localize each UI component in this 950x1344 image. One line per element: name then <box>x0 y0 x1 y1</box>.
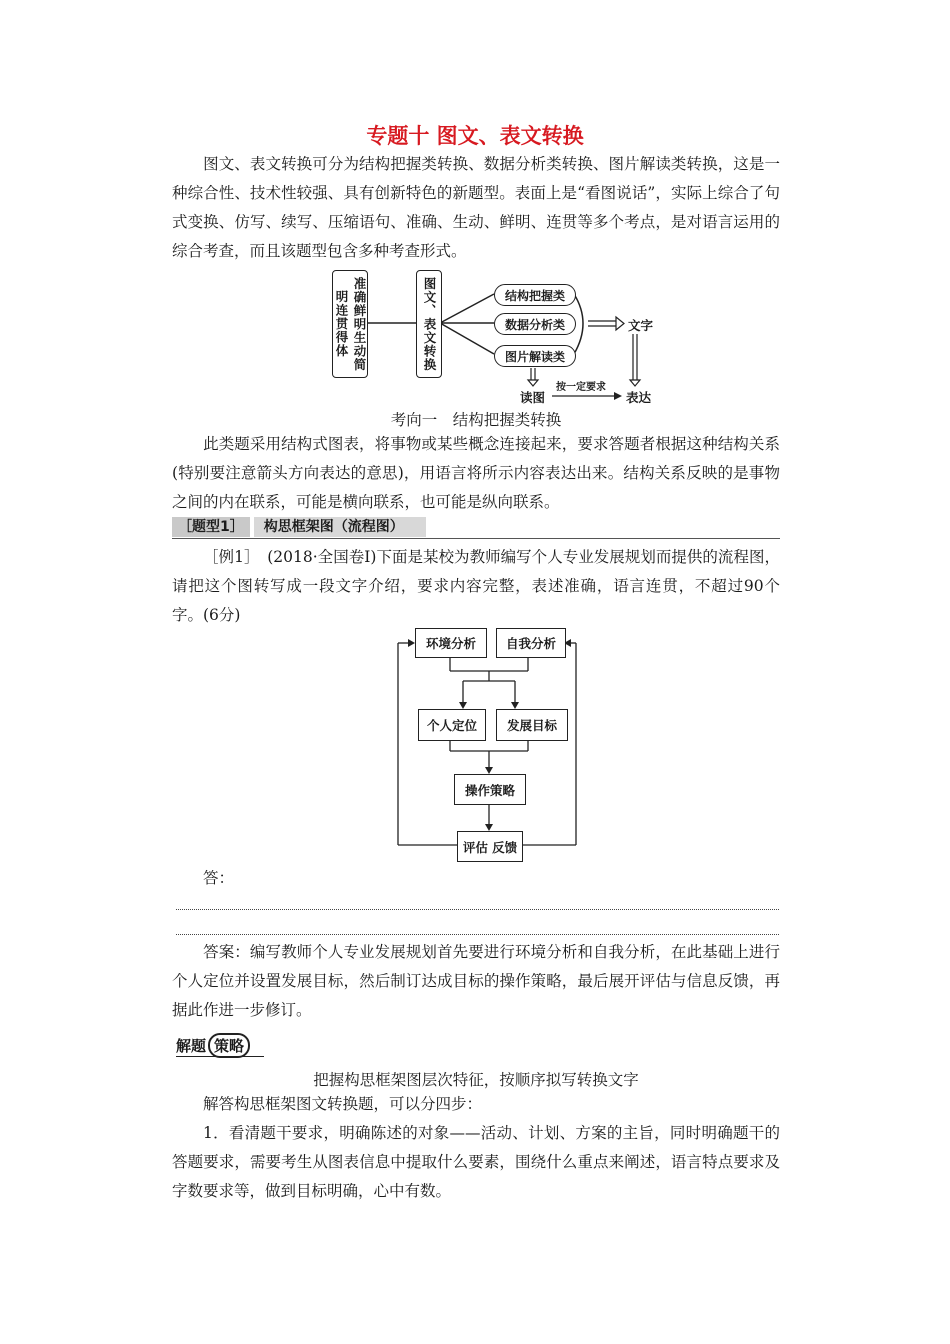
question-type-tag <box>172 516 426 536</box>
strategy-logo-b: 策略 <box>208 1033 250 1058</box>
direction-description <box>172 430 780 517</box>
conversion-box: 图文、表文转换 <box>416 270 442 378</box>
strategy-logo <box>176 1033 250 1058</box>
question-type-name: 构思框架图（流程图） <box>254 517 426 537</box>
page-title: 专题十 图文、表文转换 <box>366 124 584 148</box>
label-dutu: 读图 <box>520 390 546 405</box>
steps-intro-text: 解答构思框架图文转换题，可以分四步： <box>203 1095 483 1113</box>
feedback-box: 评估 反馈 <box>457 831 523 862</box>
step-1-text: 1．看清题干要求，明确陈述的对象——活动、计划、方案的主旨，同时明确题干的答题要求，需要考生从图表信息中提取什么要素，围绕什么重点来阐述，语言特点要求及字数要求等，做到目标明确，心中有数。 <box>172 1124 780 1200</box>
example-question <box>172 543 780 630</box>
intro-text: 图文、表文转换可分为结构把握类转换、数据分析类转换、图片解读类转换，这是一种综合性、技术性较强、具有创新特色的新题型。表面上是“看图说话”，实际上综合了句式变换、仿写、续写、压缩语句、准确、生动、鲜明、连贯等多个考点，是对语言运用的综合考查，而且该题型包含多种考查形式。 <box>172 155 780 260</box>
strategy-box: 操作策略 <box>454 774 526 805</box>
steps-intro <box>172 1090 780 1119</box>
answer-label: 答： <box>203 869 235 887</box>
tag-divider <box>172 538 780 539</box>
strategy-logo-underline <box>176 1056 264 1057</box>
type-image: 图片解读类 <box>494 345 576 367</box>
criteria-box: 准确鲜明生动简明连贯得体 <box>332 270 368 378</box>
type-data: 数据分析类 <box>494 313 576 335</box>
conversion-diagram <box>330 268 660 408</box>
answer-line-1 <box>176 909 779 910</box>
flowchart <box>395 625 580 860</box>
development-goal-box: 发展目标 <box>496 709 568 741</box>
label-biaoda: 表达 <box>626 390 652 405</box>
answer-paragraph <box>172 938 780 1025</box>
direction-heading: 考向一 结构把握类转换 <box>390 411 562 429</box>
answer-line-2 <box>176 934 779 935</box>
question-type-label: ［题型1］ <box>172 517 250 537</box>
self-analysis-box: 自我分析 <box>496 628 566 658</box>
step-1 <box>172 1119 780 1206</box>
answer-text: 答案：编写教师个人专业发展规划首先要进行环境分析和自我分析，在此基础上进行个人定位并设置发展目标，然后制订达成目标的操作策略，最后展开评估与信息反馈，再据此作进一步修订。 <box>172 943 780 1019</box>
strategy-logo-a: 解题 <box>176 1037 207 1055</box>
direction-description-text: 此类题采用结构式图表，将事物或某些概念连接起来，要求答题者根据这种结构关系(特别要注意箭头方向表达的意思)，用语言将所示内容表达出来。结构关系反映的是事物之间的内在联系，可能是横向联系，也可能是纵向联系。 <box>172 435 780 511</box>
strategy-title: 把握构思框架图层次特征，按顺序拟写转换文字 <box>313 1071 639 1089</box>
personal-position-box: 个人定位 <box>418 709 486 741</box>
type-structure: 结构把握类 <box>494 284 576 306</box>
example-text: ［例1］ (2018·全国卷Ⅰ)下面是某校为教师编写个人专业发展规划而提供的流程图，请把这个图转写成一段文字介绍，要求内容完整，表述准确，语言连贯，不超过90个字。(6分) <box>172 548 780 624</box>
label-rule: 按一定要求 <box>556 382 606 393</box>
flowchart-connectors <box>395 625 580 860</box>
intro-paragraph <box>172 150 780 266</box>
answer-prompt <box>172 864 780 893</box>
label-wenzi: 文字 <box>628 318 654 333</box>
env-analysis-box: 环境分析 <box>415 628 487 658</box>
